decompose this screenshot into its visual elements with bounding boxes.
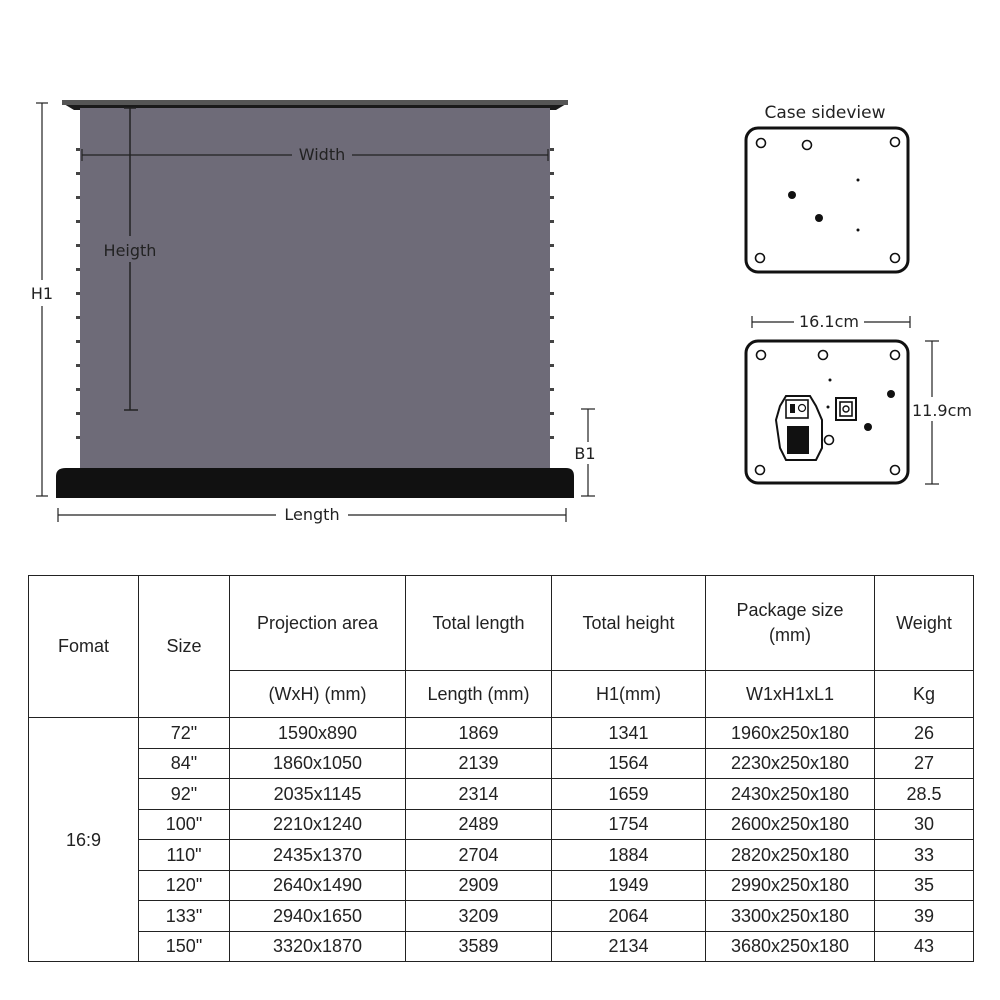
size-cell: 110" <box>139 840 230 871</box>
length-cell: 2489 <box>406 809 552 840</box>
length-cell: 2314 <box>406 779 552 810</box>
case-height-label: 11.9cm <box>911 401 973 420</box>
header-weight: Weight <box>875 576 974 671</box>
length-cell: 1869 <box>406 718 552 749</box>
header-package-size <box>706 576 875 671</box>
header-size: Size <box>139 576 230 718</box>
size-cell: 133" <box>139 901 230 932</box>
table-row <box>29 779 974 810</box>
b1-label: B1 <box>574 444 596 463</box>
table-row <box>29 718 974 749</box>
table-header-row <box>29 576 974 671</box>
header-projection-area: Projection area <box>230 576 406 671</box>
header-total-length: Total length <box>406 576 552 671</box>
length-cell: 3209 <box>406 901 552 932</box>
length-cell: 2909 <box>406 870 552 901</box>
length-cell: 3589 <box>406 931 552 962</box>
top-bar-edge <box>62 100 568 105</box>
size-cell: 150" <box>139 931 230 962</box>
unit-projection-area: (WxH) (mm) <box>230 671 406 718</box>
area-cell: 2210x1240 <box>230 809 406 840</box>
weight-cell: 39 <box>875 901 974 932</box>
base-case <box>56 468 574 498</box>
height-cell: 2134 <box>552 931 706 962</box>
header-package-size-line2: (mm) <box>769 625 811 645</box>
height-cell: 1949 <box>552 870 706 901</box>
unit-total-height: H1(mm) <box>552 671 706 718</box>
table-row <box>29 901 974 932</box>
width-label: Width <box>298 145 346 164</box>
package-cell: 3300x250x180 <box>706 901 875 932</box>
unit-package-size: W1xH1xL1 <box>706 671 875 718</box>
weight-cell: 28.5 <box>875 779 974 810</box>
header-format: Fomat <box>29 576 139 718</box>
area-cell: 3320x1870 <box>230 931 406 962</box>
table-row <box>29 840 974 871</box>
header-total-height: Total height <box>552 576 706 671</box>
header-package-size-line1: Package size <box>736 600 844 620</box>
height-cell: 1659 <box>552 779 706 810</box>
package-cell: 2990x250x180 <box>706 870 875 901</box>
table-row <box>29 809 974 840</box>
case-width-label: 16.1cm <box>798 312 860 331</box>
case-sideview-bottom <box>746 341 908 483</box>
area-cell: 2035x1145 <box>230 779 406 810</box>
length-label: Length <box>284 505 340 524</box>
height-label: Heigth <box>103 241 157 260</box>
package-cell: 2230x250x180 <box>706 748 875 779</box>
height-cell: 1754 <box>552 809 706 840</box>
format-cell: 16:9 <box>29 718 139 962</box>
package-cell: 2430x250x180 <box>706 779 875 810</box>
size-cell: 120" <box>139 870 230 901</box>
size-cell: 100" <box>139 809 230 840</box>
area-cell: 2435x1370 <box>230 840 406 871</box>
case-sideview-title: Case sideview <box>764 103 886 123</box>
area-cell: 2640x1490 <box>230 870 406 901</box>
package-cell: 2600x250x180 <box>706 809 875 840</box>
area-cell: 2940x1650 <box>230 901 406 932</box>
package-cell: 3680x250x180 <box>706 931 875 962</box>
size-cell: 84" <box>139 748 230 779</box>
height-cell: 1341 <box>552 718 706 749</box>
weight-cell: 27 <box>875 748 974 779</box>
package-cell: 2820x250x180 <box>706 840 875 871</box>
size-cell: 92" <box>139 779 230 810</box>
height-cell: 1884 <box>552 840 706 871</box>
weight-cell: 35 <box>875 870 974 901</box>
unit-weight: Kg <box>875 671 974 718</box>
length-cell: 2704 <box>406 840 552 871</box>
table-row <box>29 931 974 962</box>
weight-cell: 30 <box>875 809 974 840</box>
weight-cell: 33 <box>875 840 974 871</box>
weight-cell: 26 <box>875 718 974 749</box>
area-cell: 1860x1050 <box>230 748 406 779</box>
unit-total-length: Length (mm) <box>406 671 552 718</box>
area-cell: 1590x890 <box>230 718 406 749</box>
package-cell: 1960x250x180 <box>706 718 875 749</box>
table-row <box>29 870 974 901</box>
size-cell: 72" <box>139 718 230 749</box>
height-cell: 2064 <box>552 901 706 932</box>
spec-table <box>28 575 974 962</box>
length-cell: 2139 <box>406 748 552 779</box>
table-row <box>29 748 974 779</box>
h1-label: H1 <box>30 284 54 303</box>
weight-cell: 43 <box>875 931 974 962</box>
case-sideview-top <box>746 128 908 272</box>
height-cell: 1564 <box>552 748 706 779</box>
